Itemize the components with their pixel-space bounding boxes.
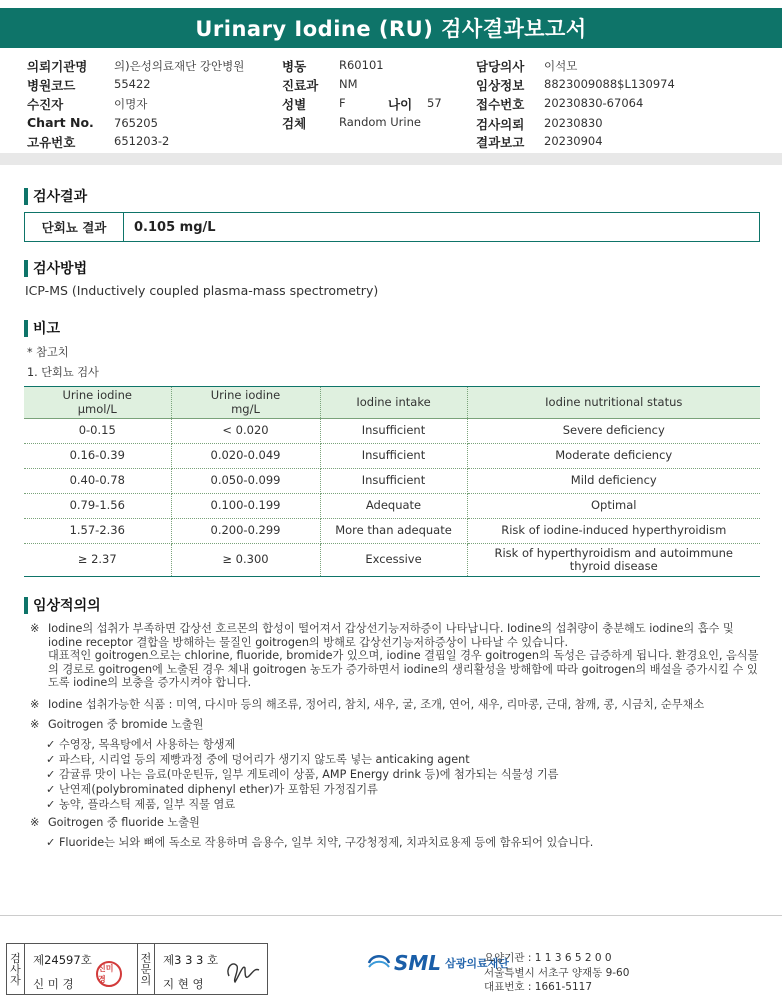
table-cell: 0.40-0.78 bbox=[24, 469, 171, 494]
lab-code: 요양기관 : 1 1 3 6 5 2 0 0 bbox=[484, 952, 612, 964]
doctor-label: 담당의사 bbox=[476, 59, 525, 74]
dept-value: NM bbox=[339, 77, 358, 91]
reference-table bbox=[24, 386, 760, 577]
table-header-cell: Urine iodine μmol/L bbox=[24, 387, 171, 419]
unique-label: 고유번호 bbox=[27, 135, 76, 150]
check-icon: ✓ bbox=[46, 798, 59, 811]
hospital-code-label: 병원코드 bbox=[27, 78, 76, 93]
table-cell: Risk of iodine-induced hyperthyroidism bbox=[467, 519, 760, 544]
table-cell: < 0.020 bbox=[171, 419, 320, 444]
table-cell: 0.100-0.199 bbox=[171, 494, 320, 519]
table-row bbox=[24, 519, 760, 544]
table-cell: ≥ 0.300 bbox=[171, 544, 320, 577]
table-row bbox=[24, 444, 760, 469]
clinical-note-3-text: Goitrogen 중 bromide 노출원 bbox=[48, 718, 204, 731]
patient-info bbox=[0, 53, 782, 153]
table-cell: Optimal bbox=[467, 494, 760, 519]
inspector-license: 제24597호 bbox=[33, 953, 92, 967]
confirmer-label: 전 문 의 bbox=[137, 944, 155, 994]
table-cell: Moderate deficiency bbox=[467, 444, 760, 469]
clinical-note-3: ※ Goitrogen 중 bromide 노출원 bbox=[30, 718, 760, 732]
request-value: 20230830 bbox=[544, 116, 603, 130]
dept-label: 진료과 bbox=[282, 78, 319, 93]
table-header-cell: Urine iodine mg/L bbox=[171, 387, 320, 419]
check-icon: ✓ bbox=[46, 836, 59, 849]
table-cell: Severe deficiency bbox=[467, 419, 760, 444]
table-header-row bbox=[24, 387, 760, 419]
institution-label: 의뢰기관명 bbox=[27, 59, 88, 74]
checklist-item: ✓ Fluoride는 뇌와 뼈에 독소로 작용하며 음용수, 일부 치약, 구강청정제, 치과치료용제 등에 함유되어 있습니다. bbox=[46, 836, 594, 849]
org-logo: SML 삼광의료재단 bbox=[366, 950, 509, 976]
table-cell: 0.200-0.299 bbox=[171, 519, 320, 544]
specimen-label: 검체 bbox=[282, 116, 307, 131]
result-heading: 검사결과 bbox=[24, 186, 87, 206]
report-date-value: 20230904 bbox=[544, 134, 603, 148]
table-cell: Adequate bbox=[320, 494, 467, 519]
checklist-item: ✓ 농약, 플라스틱 제품, 일부 직물 염료 bbox=[46, 798, 236, 811]
divider bbox=[0, 153, 782, 165]
report-title: Urinary Iodine (RU) 검사결과보고서 bbox=[0, 8, 782, 48]
chart-value: 765205 bbox=[114, 116, 158, 130]
hospital-code-value: 55422 bbox=[114, 77, 151, 91]
clinical-heading: 임상적의의 bbox=[24, 595, 101, 615]
table-row bbox=[24, 544, 760, 577]
result-label: 단회뇨 결과 bbox=[25, 213, 124, 241]
patient-value: 이명자 bbox=[114, 97, 148, 111]
sex-label: 성별 bbox=[282, 97, 307, 112]
confirmer-name: 지 현 영 bbox=[163, 977, 204, 991]
age-value: 57 bbox=[427, 96, 442, 110]
table-cell: ≥ 2.37 bbox=[24, 544, 171, 577]
method-text: ICP-MS (Inductively coupled plasma-mass spectrometry) bbox=[25, 283, 379, 298]
receipt-label: 접수번호 bbox=[476, 97, 525, 112]
check-icon: ✓ bbox=[46, 768, 59, 781]
checklist-item: ✓ 파스타, 시리얼 등의 제빵과정 중에 덩어리가 생기지 않도록 넣는 anticaking agent bbox=[46, 753, 470, 766]
single-urine-note: 1. 단회뇨 검사 bbox=[27, 366, 99, 379]
table-cell: 1.57-2.36 bbox=[24, 519, 171, 544]
table-cell: 0-0.15 bbox=[24, 419, 171, 444]
table-row bbox=[24, 469, 760, 494]
table-cell: 0.79-1.56 bbox=[24, 494, 171, 519]
inspector-stamp: 신미경 bbox=[96, 961, 122, 987]
lab-address: 서울특별시 서초구 양재동 9-60 bbox=[484, 966, 630, 979]
table-cell: Risk of hyperthyroidism and autoimmune thyroid disease bbox=[467, 544, 760, 577]
specimen-value: Random Urine bbox=[339, 115, 421, 129]
unique-value: 651203-2 bbox=[114, 134, 170, 148]
sex-value: F bbox=[339, 96, 346, 110]
chart-label: Chart No. bbox=[27, 115, 94, 130]
table-body bbox=[24, 419, 760, 577]
reference-note: * 참고치 bbox=[27, 346, 69, 359]
clinical-note-4: ※ Goitrogen 중 fluoride 노출원 bbox=[30, 816, 760, 830]
result-box bbox=[24, 212, 760, 242]
table-row bbox=[24, 419, 760, 444]
lab-phone: 대표번호 : 1661-5117 bbox=[484, 981, 593, 993]
method-heading: 검사방법 bbox=[24, 258, 87, 278]
clinical-info-value: 8823009088$L130974 bbox=[544, 77, 675, 91]
signature-icon bbox=[223, 954, 263, 988]
request-label: 검사의뢰 bbox=[476, 117, 525, 132]
remarks-heading: 비고 bbox=[24, 318, 60, 338]
table-header-cell: Iodine intake bbox=[320, 387, 467, 419]
age-label: 나이 bbox=[388, 97, 413, 112]
table-cell: Mild deficiency bbox=[467, 469, 760, 494]
inspector-label: 검 사 자 bbox=[7, 944, 25, 994]
clinical-note-2: ※ Iodine 섭취가능한 식품 : 미역, 다시마 등의 해조류, 정어리, 참치, 새우, 굴, 조개, 연어, 새우, 리마콩, 근대, 참깨, 콩, 시금치, 순무채소 bbox=[30, 698, 760, 712]
check-icon: ✓ bbox=[46, 738, 59, 751]
checklist-item: ✓ 수영장, 목욕탕에서 사용하는 항생제 bbox=[46, 738, 236, 751]
clinical-note-1-text: Iodine의 섭취가 부족하면 갑상선 호르몬의 합성이 떨어져서 갑상선기능저하증이 나타납니다. Iodine의 섭취량이 충분해도 iodine의 흡수 및 iodine receptor 결합을 방해하는 물질인 goitrogen의 방해로 갑상선기능저하증상이 나타날 수 있습니다. 대표적인 goitrogen으로는 chlorine, fluoride, bromide가 있으며, iodine 결핍일 경우 goitrogen의 독성은 급증하게 됩니다. 환경요인, 음식물의 경로로 goitrogen에 노출된 경우 체내 goitrogen 농도가 증가하면서 iodine의 생리활성을 방해함에 따라 goitrogen의 배설을 증가시킬 수 있도록 iodine의 보충을 증가시켜야 합니다. bbox=[48, 622, 759, 689]
signature-box bbox=[6, 943, 268, 995]
patient-label: 수진자 bbox=[27, 97, 64, 112]
confirmer-license: 제3 3 3 호 bbox=[163, 953, 219, 967]
ward-label: 병동 bbox=[282, 59, 307, 74]
lab-info bbox=[484, 951, 629, 995]
table-row bbox=[24, 494, 760, 519]
checklist-item: ✓ 감귤류 맛이 나는 음료(마운틴듀, 일부 게토레이 상품, AMP Energy drink 등)에 첨가되는 식물성 기름 bbox=[46, 768, 559, 781]
inspector-name: 신 미 경 bbox=[33, 977, 74, 991]
report-date-label: 결과보고 bbox=[476, 135, 525, 150]
check-icon: ✓ bbox=[46, 753, 59, 766]
table-cell: More than adequate bbox=[320, 519, 467, 544]
clinical-info-label: 임상정보 bbox=[476, 78, 525, 93]
sml-logo-icon bbox=[366, 950, 392, 976]
table-header-cell: Iodine nutritional status bbox=[467, 387, 760, 419]
table-cell: Insufficient bbox=[320, 444, 467, 469]
receipt-value: 20230830-67064 bbox=[544, 96, 644, 110]
checklist-item: ✓ 난연제(polybrominated diphenyl ether)가 포함된 가정집기류 bbox=[46, 783, 378, 796]
clinical-note-1: ※ Iodine의 섭취가 부족하면 갑상선 호르몬의 합성이 떨어져서 갑상선기능저하증이 나타납니다. Iodine의 섭취량이 충분해도 iodine의 흡수 및 iodine receptor 결합을 방해하는 물질인 goitrogen의 방해로 갑상선기능저하증상이 나타날 수 있습니다. 대표적인 goitrogen으로는 chlorine, fluoride, bromide가 있으며, iodine 결핍일 경우 goitrogen의 독성은 급증하게 됩니다. 환경요인, 음식물의 경로로 goitrogen에 노출된 경우 체내 goitrogen 농도가 증가하면서 iodine의 생리활성을 방해함에 따라 goitrogen의 배설을 증가시킬 수 있도록 iodine의 보충을 증가시켜야 합니다. bbox=[30, 622, 759, 689]
clinical-note-2-text: Iodine 섭취가능한 식품 : 미역, 다시마 등의 해조류, 정어리, 참치, 새우, 굴, 조개, 연어, 새우, 리마콩, 근대, 참깨, 콩, 시금치, 순무채소 bbox=[48, 698, 705, 711]
ward-value: R60101 bbox=[339, 58, 384, 72]
clinical-note-4-text: Goitrogen 중 fluoride 노출원 bbox=[48, 816, 200, 829]
table-cell: Excessive bbox=[320, 544, 467, 577]
institution-value: 의)은성의료재단 강안병원 bbox=[114, 59, 245, 73]
table-cell: 0.050-0.099 bbox=[171, 469, 320, 494]
check-icon: ✓ bbox=[46, 783, 59, 796]
table-cell: Insufficient bbox=[320, 469, 467, 494]
table-cell: Insufficient bbox=[320, 419, 467, 444]
doctor-value: 이석모 bbox=[544, 59, 578, 73]
result-value: 0.105 mg/L bbox=[134, 219, 216, 235]
table-cell: 0.020-0.049 bbox=[171, 444, 320, 469]
table-cell: 0.16-0.39 bbox=[24, 444, 171, 469]
